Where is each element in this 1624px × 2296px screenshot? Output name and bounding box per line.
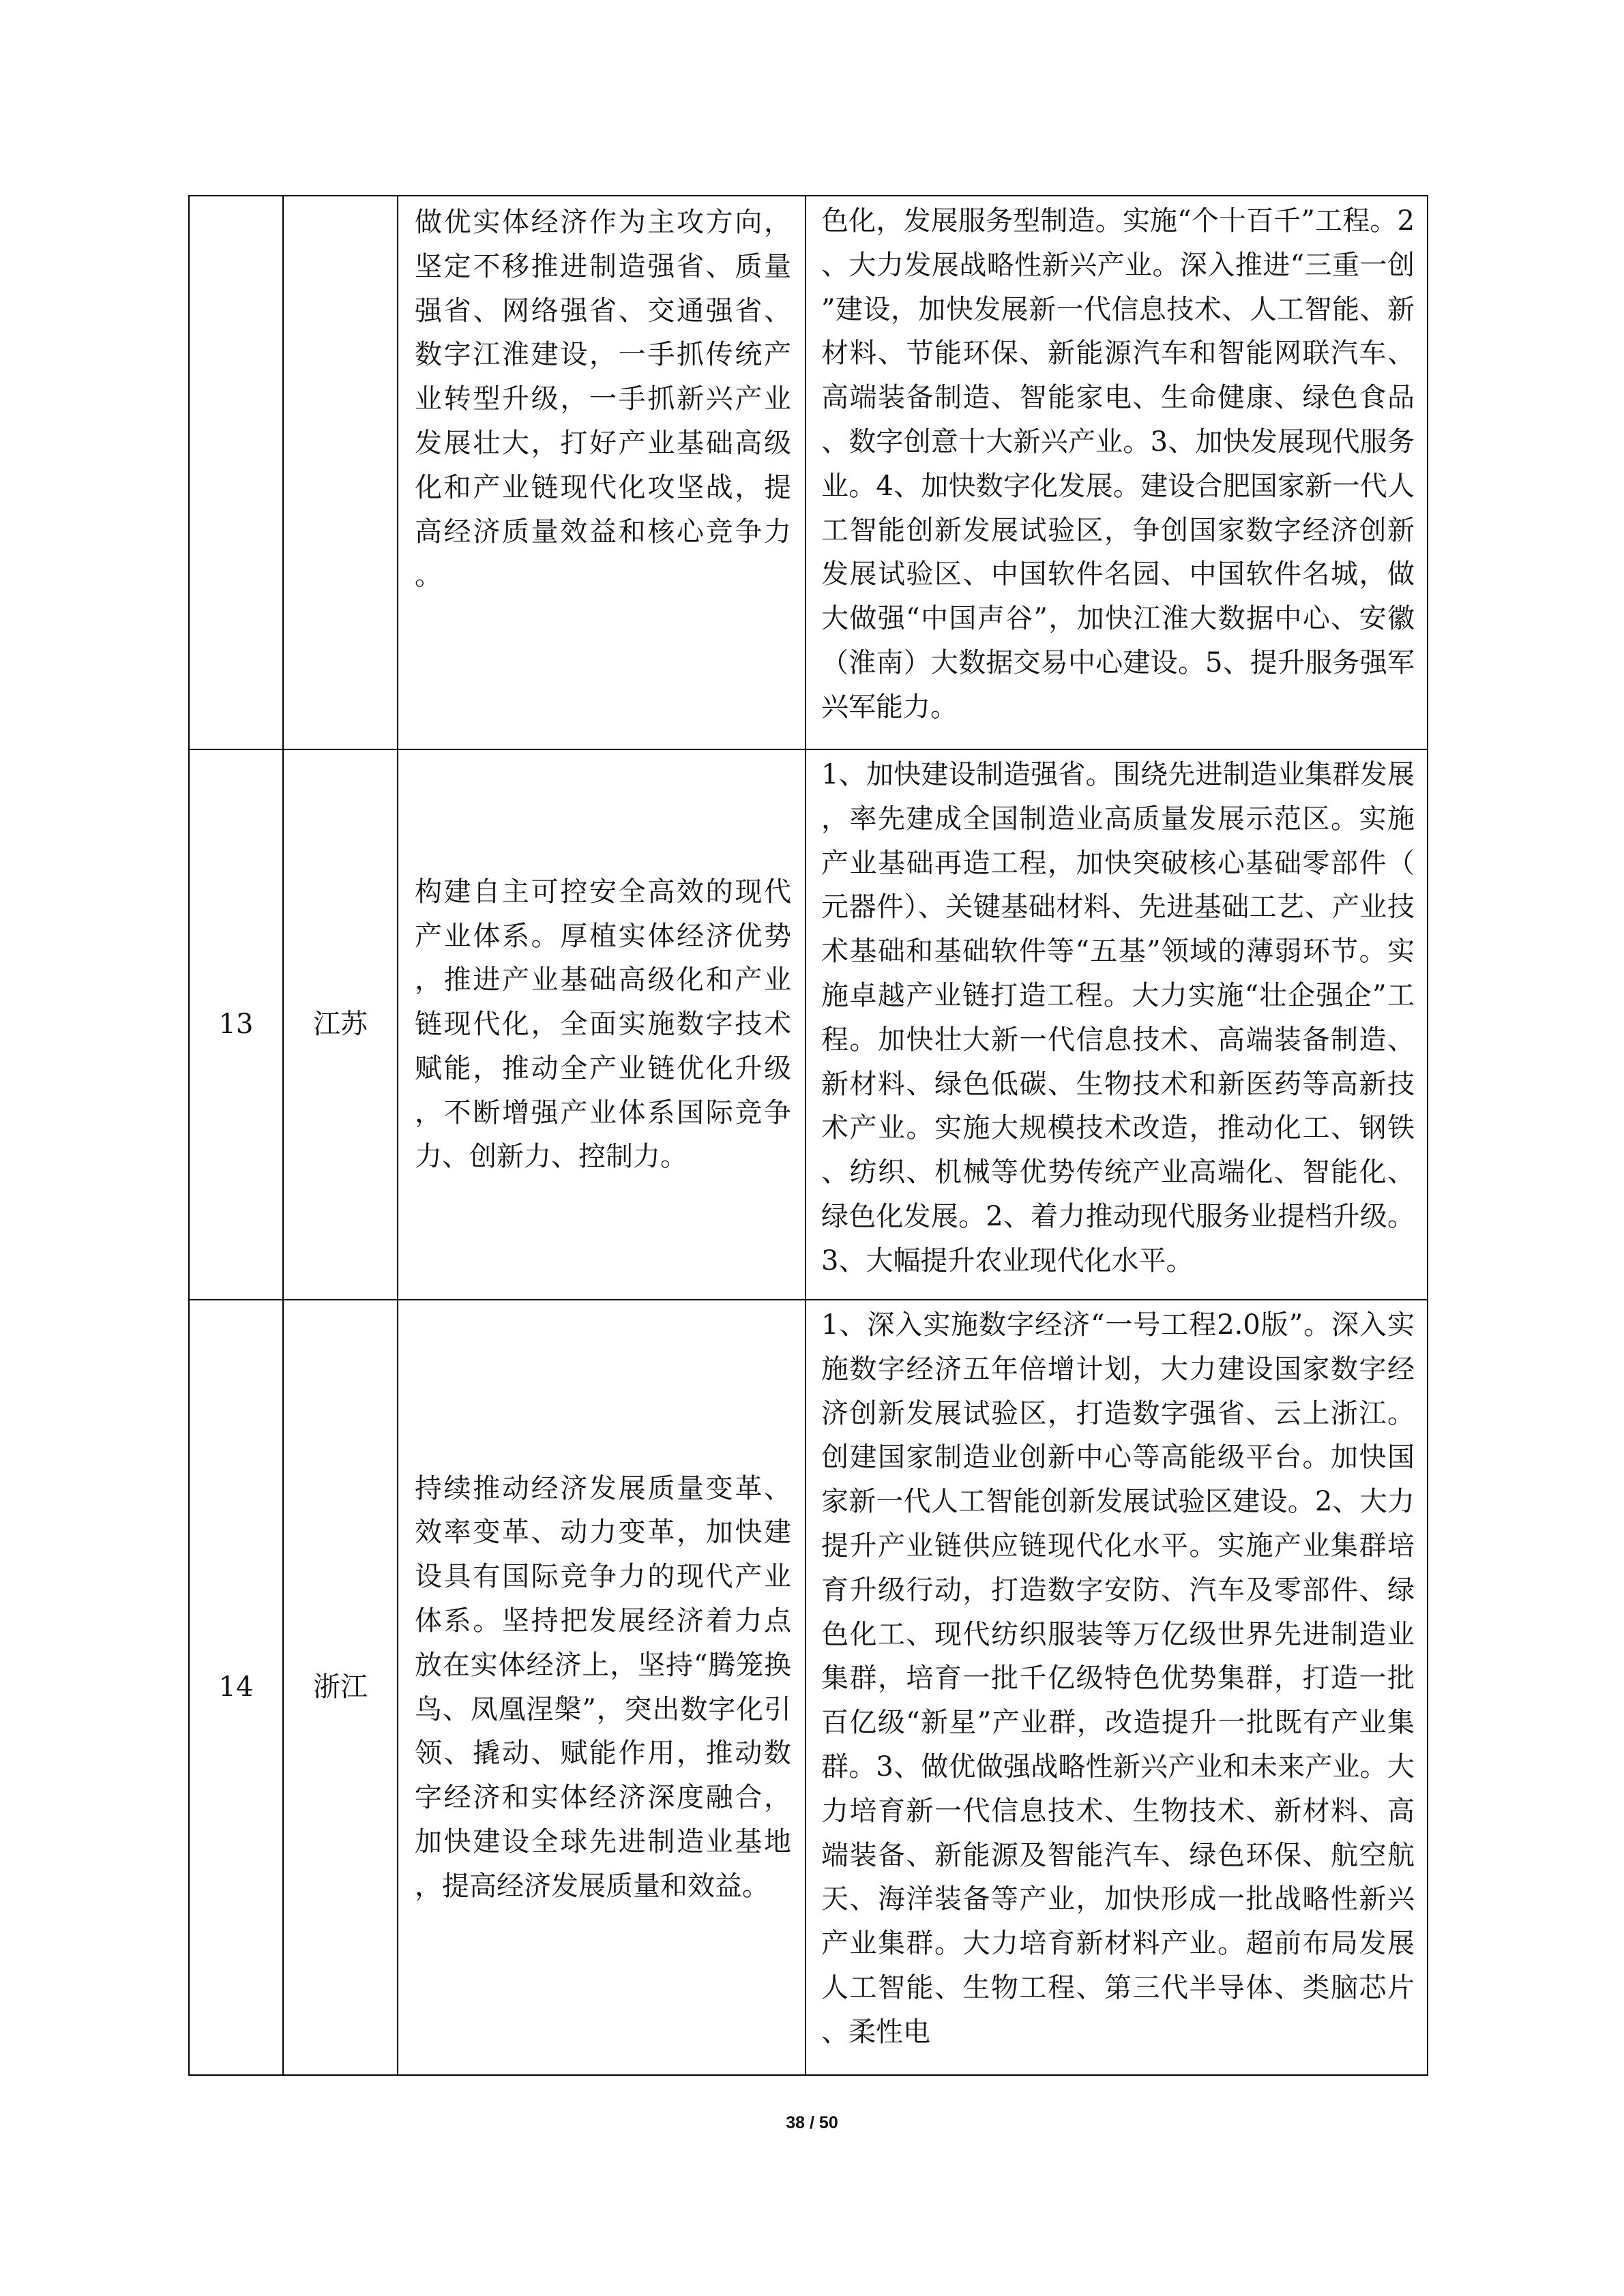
table-row	[189, 196, 1428, 749]
goal-cell	[398, 196, 806, 749]
goal-text: 做优实体经济作为主攻方向，坚定不移推进制造强省、质量强省、网络强省、交通强省、数字江淮建设，一手抓传统产业转型升级，一手抓新兴产业发展壮大，打好产业基础高级化和产业链现代化攻坚战，提高经济质量效益和核心竞争力。	[415, 207, 791, 592]
row-number: 13	[218, 1009, 254, 1041]
measures-text: 色化，发展服务型制造。实施“个十百千”工程。2、大力发展战略性新兴产业。深入推进“三重一创”建设，加快发展新一代信息技术、人工智能、新材料、节能环保、新能源汽车和智能网联汽车、高端装备制造、智能家电、生命健康、绿色食品、数字创意十大新兴产业。3、加快发展现代服务业。4、加快数字化发展。建设合肥国家新一代人工智能创新发展试验区，争创国家数字经济创新发展试验区、中国软件名园、中国软件名城，做大做强“中国声谷”，加快江淮大数据中心、安徽（淮南）大数据交易中心建设。5、提升服务强军兴军能力。	[821, 205, 1415, 723]
row-number-cell	[189, 1300, 283, 2075]
measures-text: 1、深入实施数字经济“一号工程2.0版”。深入实施数字经济五年倍增计划，大力建设国家数字经济创新发展试验区，打造数字强省、云上浙江。创建国家制造业创新中心等高能级平台。加快国家新一代人工智能创新发展试验区建设。2、大力提升产业链供应链现代化水平。实施产业集群培育升级行动，打造数字安防、汽车及零部件、绿色化工、现代纺织服装等万亿级世界先进制造业集群，培育一批千亿级特色优势集群，打造一批百亿级“新星”产业群，改造提升一批既有产业集群。3、做优做强战略性新兴产业和未来产业。大力培育新一代信息技术、生物技术、新材料、高端装备、新能源及智能汽车、绿色环保、航空航天、海洋装备等产业，加快形成一批战略性新兴产业集群。大力培育新材料产业。超前布局发展人工智能、生物工程、第三代半导体、类脑芯片、柔性电	[821, 1309, 1415, 2048]
province-name: 浙江	[313, 1671, 368, 1703]
goal-cell	[398, 749, 806, 1300]
province-name: 江苏	[313, 1009, 368, 1041]
row-number: 14	[218, 1671, 254, 1703]
goal-cell	[398, 1300, 806, 2075]
measures-text: 1、加快建设制造强省。围绕先进制造业集群发展，率先建成全国制造业高质量发展示范区。实施产业基础再造工程，加快突破核心基础零部件（元器件）、关键基础材料、先进基础工艺、产业技术基础和基础软件等“五基”领域的薄弱环节。实施卓越产业链打造工程。大力实施“壮企强企”工程。加快壮大新一代信息技术、高端装备制造、新材料、绿色低碳、生物技术和新医药等高新技术产业。实施大规模技术改造，推动化工、钢铁、纺织、机械等优势传统产业高端化、智能化、绿色化发展。2、着力推动现代服务业提档升级。3、大幅提升农业现代化水平。	[821, 759, 1415, 1277]
province-cell	[283, 749, 398, 1300]
table-row	[189, 1300, 1428, 2075]
table-row	[189, 749, 1428, 1300]
policy-table	[188, 195, 1428, 2076]
page-number: 38 / 50	[786, 2113, 838, 2132]
province-cell	[283, 1300, 398, 2075]
province-cell	[283, 196, 398, 749]
goal-text: 构建自主可控安全高效的现代产业体系。厚植实体经济优势，推进产业基础高级化和产业链现代化，全面实施数字技术赋能，推动全产业链优化升级，不断增强产业体系国际竞争力、创新力、控制力。	[415, 876, 791, 1173]
measures-cell	[806, 1300, 1428, 2075]
measures-cell	[806, 196, 1428, 749]
measures-cell	[806, 749, 1428, 1300]
row-number-cell	[189, 196, 283, 749]
goal-text: 持续推动经济发展质量变革、效率变革、动力变革，加快建设具有国际竞争力的现代产业体系。坚持把发展经济着力点放在实体经济上，坚持“腾笼换鸟、凤凰涅槃”，突出数字化引领、撬动、赋能作用，推动数字经济和实体经济深度融合，加快建设全球先进制造业基地，提高经济发展质量和效益。	[415, 1472, 791, 1902]
row-number-cell	[189, 749, 283, 1300]
